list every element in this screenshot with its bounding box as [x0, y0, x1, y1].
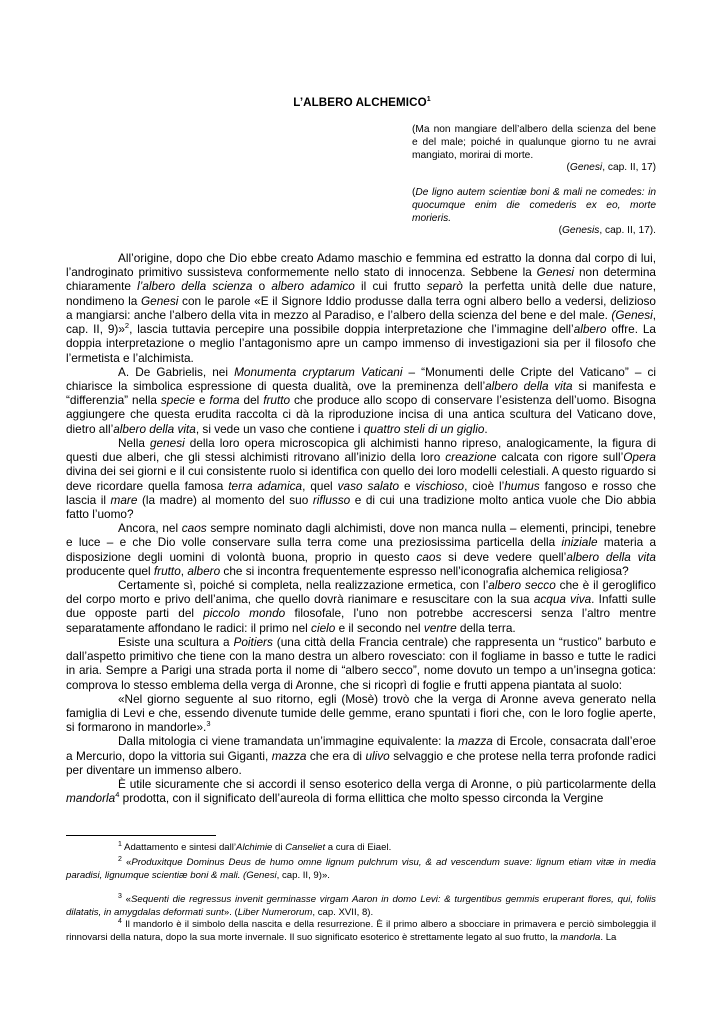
text-run: si deve vedere quell’ [441, 549, 567, 564]
footnote-number: 2 [118, 855, 122, 863]
footnote-separator [66, 835, 216, 836]
paragraph [66, 692, 656, 735]
italic-run: albero della vita [485, 378, 573, 393]
text-run: , cap. II, 17) [602, 162, 656, 174]
italic-run: Genesi [140, 293, 179, 308]
text-run: selvaggio e che protese nella terra profonde radici per diventare un immenso albero. [66, 748, 656, 777]
text-run: la perfetta unità delle due nature, nondimeno la [66, 279, 656, 308]
italic-run: riflusso [312, 492, 351, 507]
text-run: È utile sicuramente che si accordi il senso esoterico della verga di Aronne, o più particolarmente della [118, 777, 656, 792]
italic-run: albero [573, 322, 607, 337]
footnote-text [66, 919, 656, 943]
text-run: e [399, 478, 416, 493]
italic-run: Genesi [569, 162, 603, 174]
text-run: , cap. II, 9)». [276, 870, 330, 881]
text-run: ( [558, 225, 562, 237]
italic-run: mazza [458, 734, 493, 749]
text-run: e [194, 393, 210, 408]
footnote-number: 1 [118, 840, 122, 848]
text-run: , [180, 563, 188, 578]
italic-run: separò [426, 279, 463, 294]
text-run: ( [566, 162, 570, 174]
italic-run: frutto [153, 563, 181, 578]
italic-run: acqua viva [533, 592, 592, 607]
paragraph [66, 635, 656, 692]
italic-run: albero della vita [113, 421, 196, 436]
footnote-ref: 2 [124, 321, 130, 331]
italic-run: mazza [271, 748, 307, 763]
text-run: . Infatti sulle due opposte parti del [66, 592, 656, 621]
text-run: materia a disposizione degli uomini di volontà buona, proprio in questo [66, 535, 656, 564]
italic-run: creazione [445, 450, 497, 465]
italic-run: Canseliet [285, 842, 326, 853]
paragraph [66, 578, 656, 635]
text-run: a cura di Eiael. [325, 842, 392, 853]
text-run: calcata con rigore sull’ [496, 450, 624, 465]
text-run: , quel [302, 478, 338, 493]
text-run: producente quel [66, 563, 154, 578]
italic-run: caos [416, 549, 442, 564]
italic-run: albero [187, 563, 221, 578]
paragraph [66, 251, 656, 365]
epigraph-1 [412, 124, 656, 175]
italic-run: l’albero della scienza [137, 279, 253, 294]
text-run: . [484, 421, 488, 436]
italic-run: caos [181, 521, 207, 536]
italic-run: Produxitque Dominus Deus de humo omne lignum pulchrum visu, & ad vescendum suave: lignum etiam vitæ in media paradisi, lignumque scientiæ boni & mali. (Genesi [66, 857, 656, 881]
paragraph [66, 521, 656, 578]
italic-run: mare [110, 492, 138, 507]
italic-run: De ligno autem scientiæ boni & mali ne comedes: in quocumque enim die comederis ex eo, morte morieris. [412, 187, 656, 224]
footnote-ref: 4 [115, 790, 120, 800]
italic-run: (Genesi [611, 307, 653, 322]
epigraph-text [412, 124, 656, 162]
italic-run: Alchimie [236, 842, 273, 853]
text-run: o [252, 279, 272, 294]
italic-run: Poitiers [233, 634, 273, 649]
text-run: , cioè l’ [464, 478, 505, 493]
text-run: (una città della Francia centrale) che rappresenta un “rustico” barbuto e dall’aspetto primitivo che tiene con la mano destra un albero rovesciato: con il fogliame in basso e tutte le radici in aria. Sempre a Parigi una strada porta il nome di “albero secco”, nome dovuto un tempo a un’insegna gotica: comprova lo stesso emblema della verga di Aronne, che si ricoprì di foglie e frutti appena piantata al suolo: [66, 634, 657, 692]
footnote-2 [66, 856, 656, 882]
italic-run: mandorla [66, 791, 116, 806]
body-text [66, 251, 656, 806]
text-run: di Ercole, consacrata dall’eroe a Mercurio, dopo la vittoria sui Giganti, [66, 734, 656, 763]
italic-run: cielo [311, 620, 336, 635]
epigraph-2 [412, 187, 656, 238]
text-run: – “Monumenti delle Cripte del Vaticano” – ci chiarisce la simbolica espressione di questa dualità, ove la preminenza dell’ [66, 364, 657, 393]
italic-run: Opera [623, 450, 656, 465]
paragraph [66, 734, 656, 777]
text-run: fangoso e rosso che lascia il [66, 478, 657, 507]
text-run: Esiste una scultura a [118, 634, 234, 649]
text-run: con le parole «E il Signore Iddio produsse dalla terra ogni albero bello a vedersi, delizioso a mangiarsi: anche l’albero della vita in mezzo al Paradiso, e l’albero della scienza del bene e del male. [66, 293, 656, 322]
text-run: della terra. [456, 620, 516, 635]
text-run: «Nel giorno seguente al suo ritorno, egli (Mosè) trovò che la verga di Aronne aveva generato nella famiglia di Levi e che, essendo divenute tumide delle gemme, erano spuntati i fiori che, con le loro foglie aperte, si formarono in mandorle». [66, 691, 656, 735]
italic-run: forma [209, 393, 240, 408]
text-run: sempre nominato dagli alchimisti, dove non manca nulla – elementi, principi, tenebre e luce – e che Dio volle conservare sulla terra come una preziosissima particella della [66, 521, 656, 550]
italic-run: terra adamica [228, 478, 303, 493]
epigraph-reference [412, 225, 656, 238]
text-run: offre. La doppia interpretazione o meglio l’antagonismo apre un campo immenso di investigazioni sia per il filosofo che l’ermetista e l’alchimista. [66, 322, 656, 365]
italic-run: vaso salato [337, 478, 400, 493]
footnote-4 [66, 918, 656, 944]
text-run: si manifesta e “differenzia” nella [66, 378, 656, 408]
italic-run: Genesis [562, 225, 600, 237]
italic-run: humus [504, 478, 540, 493]
text-run: ». ( [223, 907, 238, 918]
text-run: (la madre) al momento del suo [137, 492, 313, 507]
text-run: e il secondo nel [335, 620, 424, 635]
text-run: e di cui una tradizione molto antica vuole che Dio abbia fatto l’uomo? [66, 492, 656, 521]
text-run: ( [412, 187, 416, 198]
italic-run: piccolo mondo [203, 606, 286, 621]
footnote-ref: 3 [206, 719, 211, 729]
italic-run: albero della vita [566, 549, 656, 564]
text-run: Certamente sì, poiché si completa, nella realizzazione ermetica, con l’ [118, 578, 489, 593]
paragraph [66, 365, 656, 436]
italic-run: iniziale [561, 535, 598, 550]
italic-run: Monumenta cryptarum Vaticani [234, 364, 403, 379]
text-run: prodotta, con il significato dell’aureola di forma ellittica che molto spesso circonda la Vergine [119, 791, 604, 806]
text-run: che è il geroglifico del corpo morto e privo dell’anima, che quello dovrà rianimare e resuscitare con la sua [66, 578, 656, 607]
text-run: A. De Gabrielis, nei [118, 364, 235, 379]
text-run: , cap. II, 9)» [66, 307, 656, 337]
text-run: All’origine, dopo che Dio ebbe creato Adamo maschio e femmina ed estratto la donna dal corpo di lui, l’androginato primitivo sussisteva conformemente nello stato di innocenza. Sebbene la [66, 251, 656, 280]
italic-run: Liber Numerorum [237, 907, 313, 918]
text-run: il cui frutto [354, 279, 427, 294]
text-run: Dalla mitologia ci viene tramandata un’immagine equivalente: la [118, 734, 459, 749]
text-run: che produce allo scopo di conservare l’esistenza dell’uomo. Bisogna aggiungere che questa erudita raccolta ci dà la riproduzione incisa di una antica scultura del Vaticano dove, dietro all’ [66, 393, 656, 436]
italic-run: genesi [149, 435, 185, 450]
text-run: , si vede un vaso che contiene i [195, 421, 364, 436]
epigraph-text [412, 187, 656, 225]
italic-run: ulivo [365, 748, 390, 763]
text-run: Il mandorlo è il simbolo della nascita e della resurrezione. È il primo albero a sbocciare in primavera e perciò simboleggia il rinnovarsi della natura, dopo la sua morte invernale. Il suo significato esoterico è strettamente legato al suo frutto, la [66, 919, 656, 943]
footnote-text [66, 894, 656, 918]
text-run: (Ma non mangiare dell’albero della scienza del bene e del male; poiché in qualunque giorno tu ne avrai mangiato, morirai di morte. [412, 124, 656, 161]
text-run: del [239, 393, 264, 408]
italic-run: ventre [423, 620, 457, 635]
text-run: non determina chiaramente [66, 265, 656, 294]
text-run: Adattamento e sintesi dall’ [121, 842, 237, 853]
footnote-1 [66, 841, 656, 854]
footnote-3 [66, 893, 656, 919]
epigraph-reference [412, 162, 656, 175]
text-run: Nella [118, 435, 150, 450]
text-run: divina dei sei giorni e il cui consistente ruolo si identifica con quello dei loro modelli celestiali. A questo riguardo si deve ricordare quella famosa [66, 464, 656, 493]
text-run: « [121, 894, 131, 905]
italic-run: quattro steli di un giglio [363, 421, 485, 436]
title-text: L’ALBERO ALCHEMICO [293, 96, 427, 109]
page-title [0, 96, 724, 109]
text-run: , cap. XVII, 8). [312, 907, 374, 918]
text-run: , cap. II, 17). [599, 225, 656, 237]
text-run: . La [600, 932, 617, 943]
text-run: che si incontra frequentemente espresso nell’iconografia alchemica religiosa? [220, 563, 629, 578]
text-run: filosofale, l’uno non potrebbe accrescersi senza l’altro mentre separatamente affondano le radici: il primo nel [66, 606, 656, 635]
footnote-number: 4 [118, 917, 122, 925]
italic-run: albero secco [488, 578, 556, 593]
text-run: , lascia tuttavia percepire una possibile doppia interpretazione che l’immagine dell’ [129, 322, 574, 337]
italic-run: frutto [263, 393, 291, 408]
text-run: della loro opera microscopica gli alchimisti hanno ripreso, analogicamente, la figura di questi due alberi, che gli stessi alchimisti ritrovano all’inizio della loro [66, 435, 656, 465]
paragraph [66, 436, 656, 521]
text-run: « [121, 857, 132, 868]
footnote-text [66, 857, 656, 881]
italic-run: Genesi [536, 265, 575, 280]
text-run: di [272, 842, 286, 853]
italic-run: vischioso [415, 478, 465, 493]
text-run: Ancora, nel [118, 521, 182, 536]
italic-run: mandorla [560, 932, 601, 943]
footnote-number: 3 [118, 892, 122, 900]
title-footnote-ref: 1 [426, 96, 431, 104]
paragraph [66, 777, 656, 805]
text-run: che era di [306, 748, 366, 763]
italic-run: specie [160, 393, 195, 408]
footnote-text [122, 842, 391, 853]
italic-run: albero adamico [271, 279, 355, 294]
italic-run: Sequenti die regressus invenit germinasse virgam Aaron in domo Levi: & turgentibus gemmis eruperant flores, qui, foliis dilatatis, in amygdalas deformati sunt [66, 894, 656, 918]
